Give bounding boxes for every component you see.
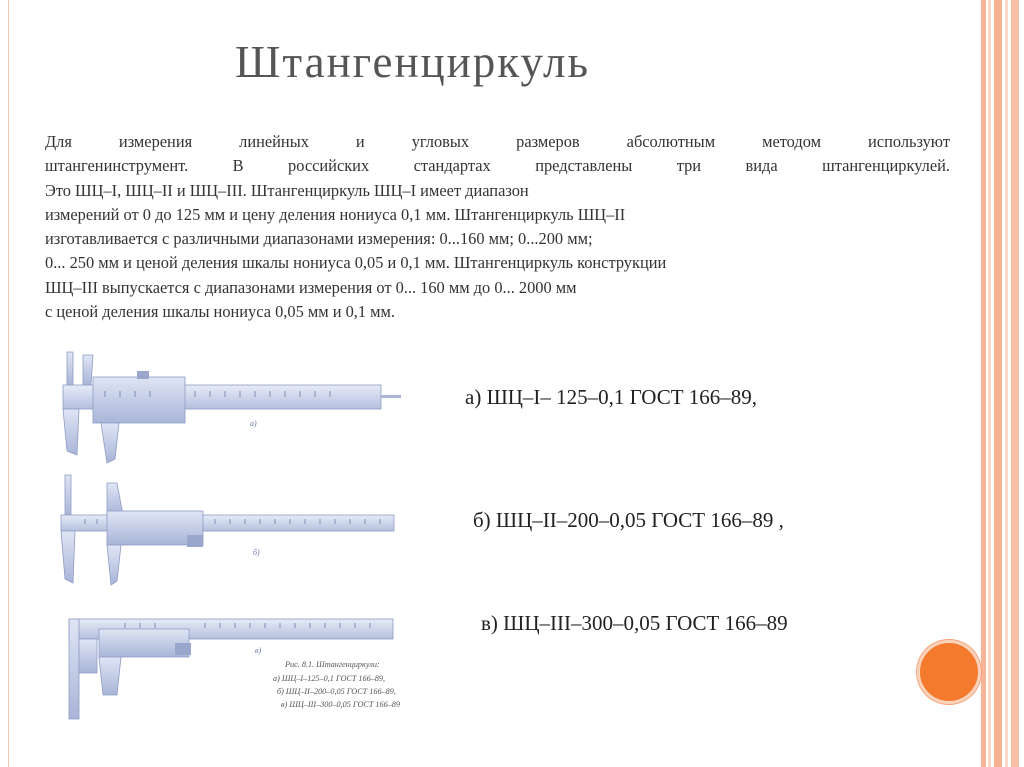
calipers-figure [45, 347, 405, 732]
decor-stripe [994, 0, 1002, 767]
figure-caption-title: Рис. 8.1. Штангенциркули: [285, 660, 380, 669]
decor-stripe [988, 0, 991, 767]
body-line: с ценой деления шкалы нониуса 0,05 мм и 0,1 мм. [45, 302, 396, 322]
caption-a: а) ШЦ–I– 125–0,1 ГОСТ 166–89, [465, 385, 758, 409]
decor-stripe [1005, 0, 1008, 767]
caption-c: в) ШЦ–III–300–0,05 ГОСТ 166–89 [481, 611, 788, 635]
decor-stripe [981, 0, 986, 767]
figure-label-a: а) [250, 419, 257, 428]
figure-caption-a: а) ШЦ–I–125–0,1 ГОСТ 166–89, [273, 674, 386, 683]
figure-label-b: б) [253, 548, 260, 557]
body-line: 0... 250 мм и ценой деления шкалы нониуса 0,05 и 0,1 мм. Штангенциркуль конструкции [45, 253, 667, 273]
figure-label-c: в) [255, 646, 262, 655]
body-line: изготавливается с различными диапазонами измерения: 0...160 мм; 0...200 мм; [45, 229, 593, 249]
orange-circle-decoration [917, 640, 981, 704]
body-line: Это ШЦ–I, ШЦ–II и ШЦ–III. Штангенциркуль ШЦ–I имеет диапазон [45, 180, 529, 200]
body-line: измерений от 0 до 125 мм и цену деления нониуса 0,1 мм. Штангенциркуль ШЦ–II [45, 204, 626, 224]
body-paragraph [45, 130, 950, 324]
figure-caption-b: б) ШЦ–II–200–0,05 ГОСТ 166–89, [277, 687, 396, 696]
caption-b: б) ШЦ–II–200–0,05 ГОСТ 166–89 , [473, 508, 784, 532]
figure-caption-c: в) ШЦ–III–300–0,05 ГОСТ 166–89 [281, 700, 400, 709]
slide-title: Штангенциркуль [235, 37, 590, 87]
body-line: Для измерения линейных и угловых размеров абсолютным методом используют [45, 132, 950, 151]
body-line: штангенинструмент. В российских стандартах представлены три вида штангенциркулей. [45, 156, 950, 176]
decor-stripe [1011, 0, 1019, 767]
body-line: ШЦ–III выпускается с диапазонами измерения от 0... 160 мм до 0... 2000 мм [45, 277, 577, 297]
